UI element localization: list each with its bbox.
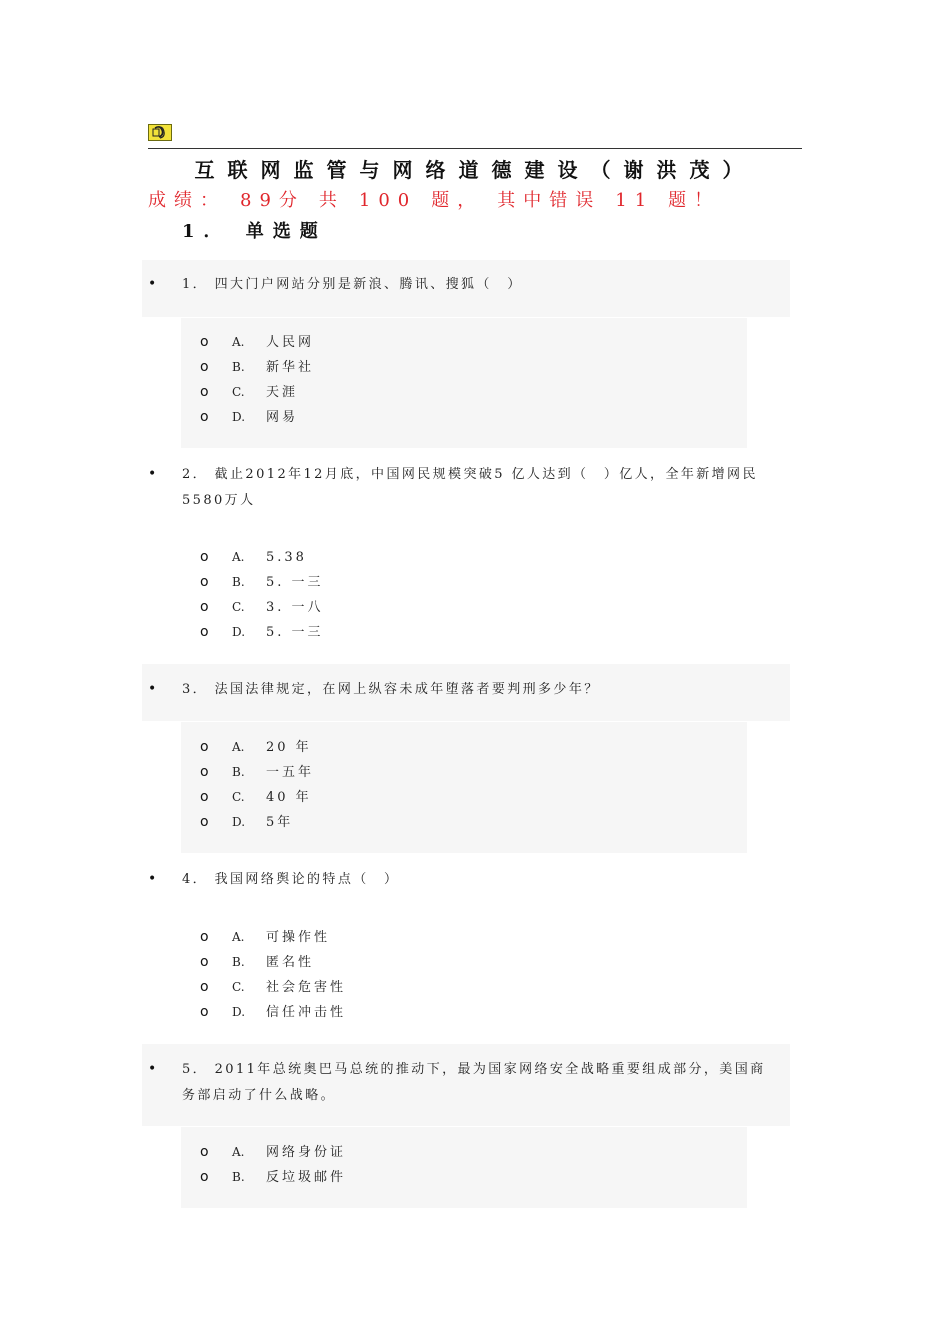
wrong-suffix: 题！ <box>668 190 721 211</box>
option-text: 网易 <box>266 410 299 425</box>
option-marker: o <box>200 1144 209 1160</box>
score-value: 89 <box>240 190 279 211</box>
question-number: 4． <box>182 872 209 887</box>
option-3c[interactable] <box>200 787 312 807</box>
option-1d[interactable] <box>200 407 298 427</box>
option-letter: A. <box>232 740 245 754</box>
option-text: 信任冲击性 <box>266 1005 347 1020</box>
score-unit: 分 <box>278 190 305 211</box>
option-text: 网络身份证 <box>266 1145 347 1160</box>
score-summary <box>148 186 720 212</box>
option-text: 新华社 <box>266 360 315 375</box>
option-letter: B. <box>232 1170 245 1184</box>
option-text: 5. 一三 <box>266 625 324 640</box>
option-marker: o <box>200 814 209 830</box>
option-letter: A. <box>232 1145 245 1159</box>
question-prompt: 2011年总统奥巴马总统的推动下，最为国家网络安全战略重要组成部分，美国商务部启动了什么战略。 <box>182 1062 766 1103</box>
option-3b[interactable] <box>200 762 314 782</box>
question-bullet: • <box>148 276 157 292</box>
question-number: 1． <box>182 277 209 292</box>
total-suffix: 题， <box>431 190 484 211</box>
option-letter: D. <box>232 625 246 639</box>
option-letter: D. <box>232 410 246 424</box>
option-marker: o <box>200 549 209 565</box>
question-number: 3． <box>182 682 209 697</box>
option-marker: o <box>200 979 209 995</box>
score-label: 成绩： <box>148 190 226 211</box>
question-number: 2． <box>182 467 209 482</box>
question-prompt: 截止2012年12月底，中国网民规模突破5 亿人达到（ ）亿人，全年新增网民5580万人 <box>182 467 758 508</box>
question-number: 5． <box>182 1062 209 1077</box>
option-letter: B. <box>232 765 245 779</box>
option-text: 5年 <box>266 815 294 830</box>
option-4b[interactable] <box>200 952 314 972</box>
option-marker: o <box>200 409 209 425</box>
option-marker: o <box>200 1004 209 1020</box>
option-letter: D. <box>232 815 246 829</box>
option-marker: o <box>200 789 209 805</box>
option-letter: B. <box>232 955 245 969</box>
question-5-text <box>182 1057 774 1109</box>
option-text: 3. 一八 <box>266 600 324 615</box>
option-3d[interactable] <box>200 812 293 832</box>
option-marker: o <box>200 764 209 780</box>
wrong-prefix: 其中错误 <box>497 190 602 211</box>
option-2b[interactable] <box>200 572 324 592</box>
option-text: 可操作性 <box>266 930 331 945</box>
question-2-text <box>182 462 774 514</box>
option-2a[interactable] <box>200 547 307 567</box>
option-letter: C. <box>232 600 245 614</box>
option-marker: o <box>200 739 209 755</box>
option-letter: A. <box>232 550 245 564</box>
question-bullet: • <box>148 1061 157 1077</box>
option-marker: o <box>200 1169 209 1185</box>
question-prompt: 法国法律规定，在网上纵容未成年堕落者要判刑多少年？ <box>214 682 600 697</box>
option-5b[interactable] <box>200 1167 346 1187</box>
question-prompt: 四大门户网站分别是新浪、腾讯、搜狐（ ） <box>214 277 523 292</box>
option-letter: B. <box>232 360 245 374</box>
option-marker: o <box>200 574 209 590</box>
option-marker: o <box>200 334 209 350</box>
option-4c[interactable] <box>200 977 346 997</box>
question-bullet: • <box>148 466 157 482</box>
question-3-text <box>182 677 774 703</box>
option-4d[interactable] <box>200 1002 346 1022</box>
option-marker: o <box>200 359 209 375</box>
option-marker: o <box>200 384 209 400</box>
question-bullet: • <box>148 681 157 697</box>
option-2d[interactable] <box>200 622 324 642</box>
total-count: 100 <box>358 190 418 211</box>
option-text: 人民网 <box>266 335 315 350</box>
option-marker: o <box>200 599 209 615</box>
question-4-text <box>182 867 774 893</box>
option-5a[interactable] <box>200 1142 346 1162</box>
option-4a[interactable] <box>200 927 330 947</box>
total-prefix: 共 <box>318 190 345 211</box>
option-letter: B. <box>232 575 245 589</box>
option-text: 5. 一三 <box>266 575 324 590</box>
option-text: 反垃圾邮件 <box>266 1170 347 1185</box>
option-text: 社会危害性 <box>266 980 347 995</box>
document-link-icon <box>148 124 172 141</box>
option-letter: D. <box>232 1005 246 1019</box>
option-text: 天涯 <box>266 385 299 400</box>
question-1-text <box>182 272 774 298</box>
option-3a[interactable] <box>200 737 312 757</box>
option-text: 20 年 <box>266 740 312 755</box>
option-letter: A. <box>232 335 245 349</box>
option-letter: C. <box>232 385 245 399</box>
option-1a[interactable] <box>200 332 314 352</box>
section-title: 1． 单选题 <box>182 221 327 242</box>
option-text: 匿名性 <box>266 955 315 970</box>
option-text: 40 年 <box>266 790 312 805</box>
option-1b[interactable] <box>200 357 314 377</box>
option-letter: A. <box>232 930 245 944</box>
top-divider <box>148 148 802 149</box>
option-text: 一五年 <box>266 765 315 780</box>
option-1c[interactable] <box>200 382 298 402</box>
option-marker: o <box>200 929 209 945</box>
option-2c[interactable] <box>200 597 324 617</box>
option-letter: C. <box>232 980 245 994</box>
question-prompt: 我国网络舆论的特点（ ） <box>214 872 400 887</box>
question-bullet: • <box>148 871 157 887</box>
option-text: 5.38 <box>266 550 307 565</box>
option-marker: o <box>200 954 209 970</box>
wrong-count: 11 <box>615 190 655 211</box>
page-title: 互联网监管与网络道德建设（谢洪茂） <box>194 158 756 182</box>
option-marker: o <box>200 624 209 640</box>
option-letter: C. <box>232 790 245 804</box>
